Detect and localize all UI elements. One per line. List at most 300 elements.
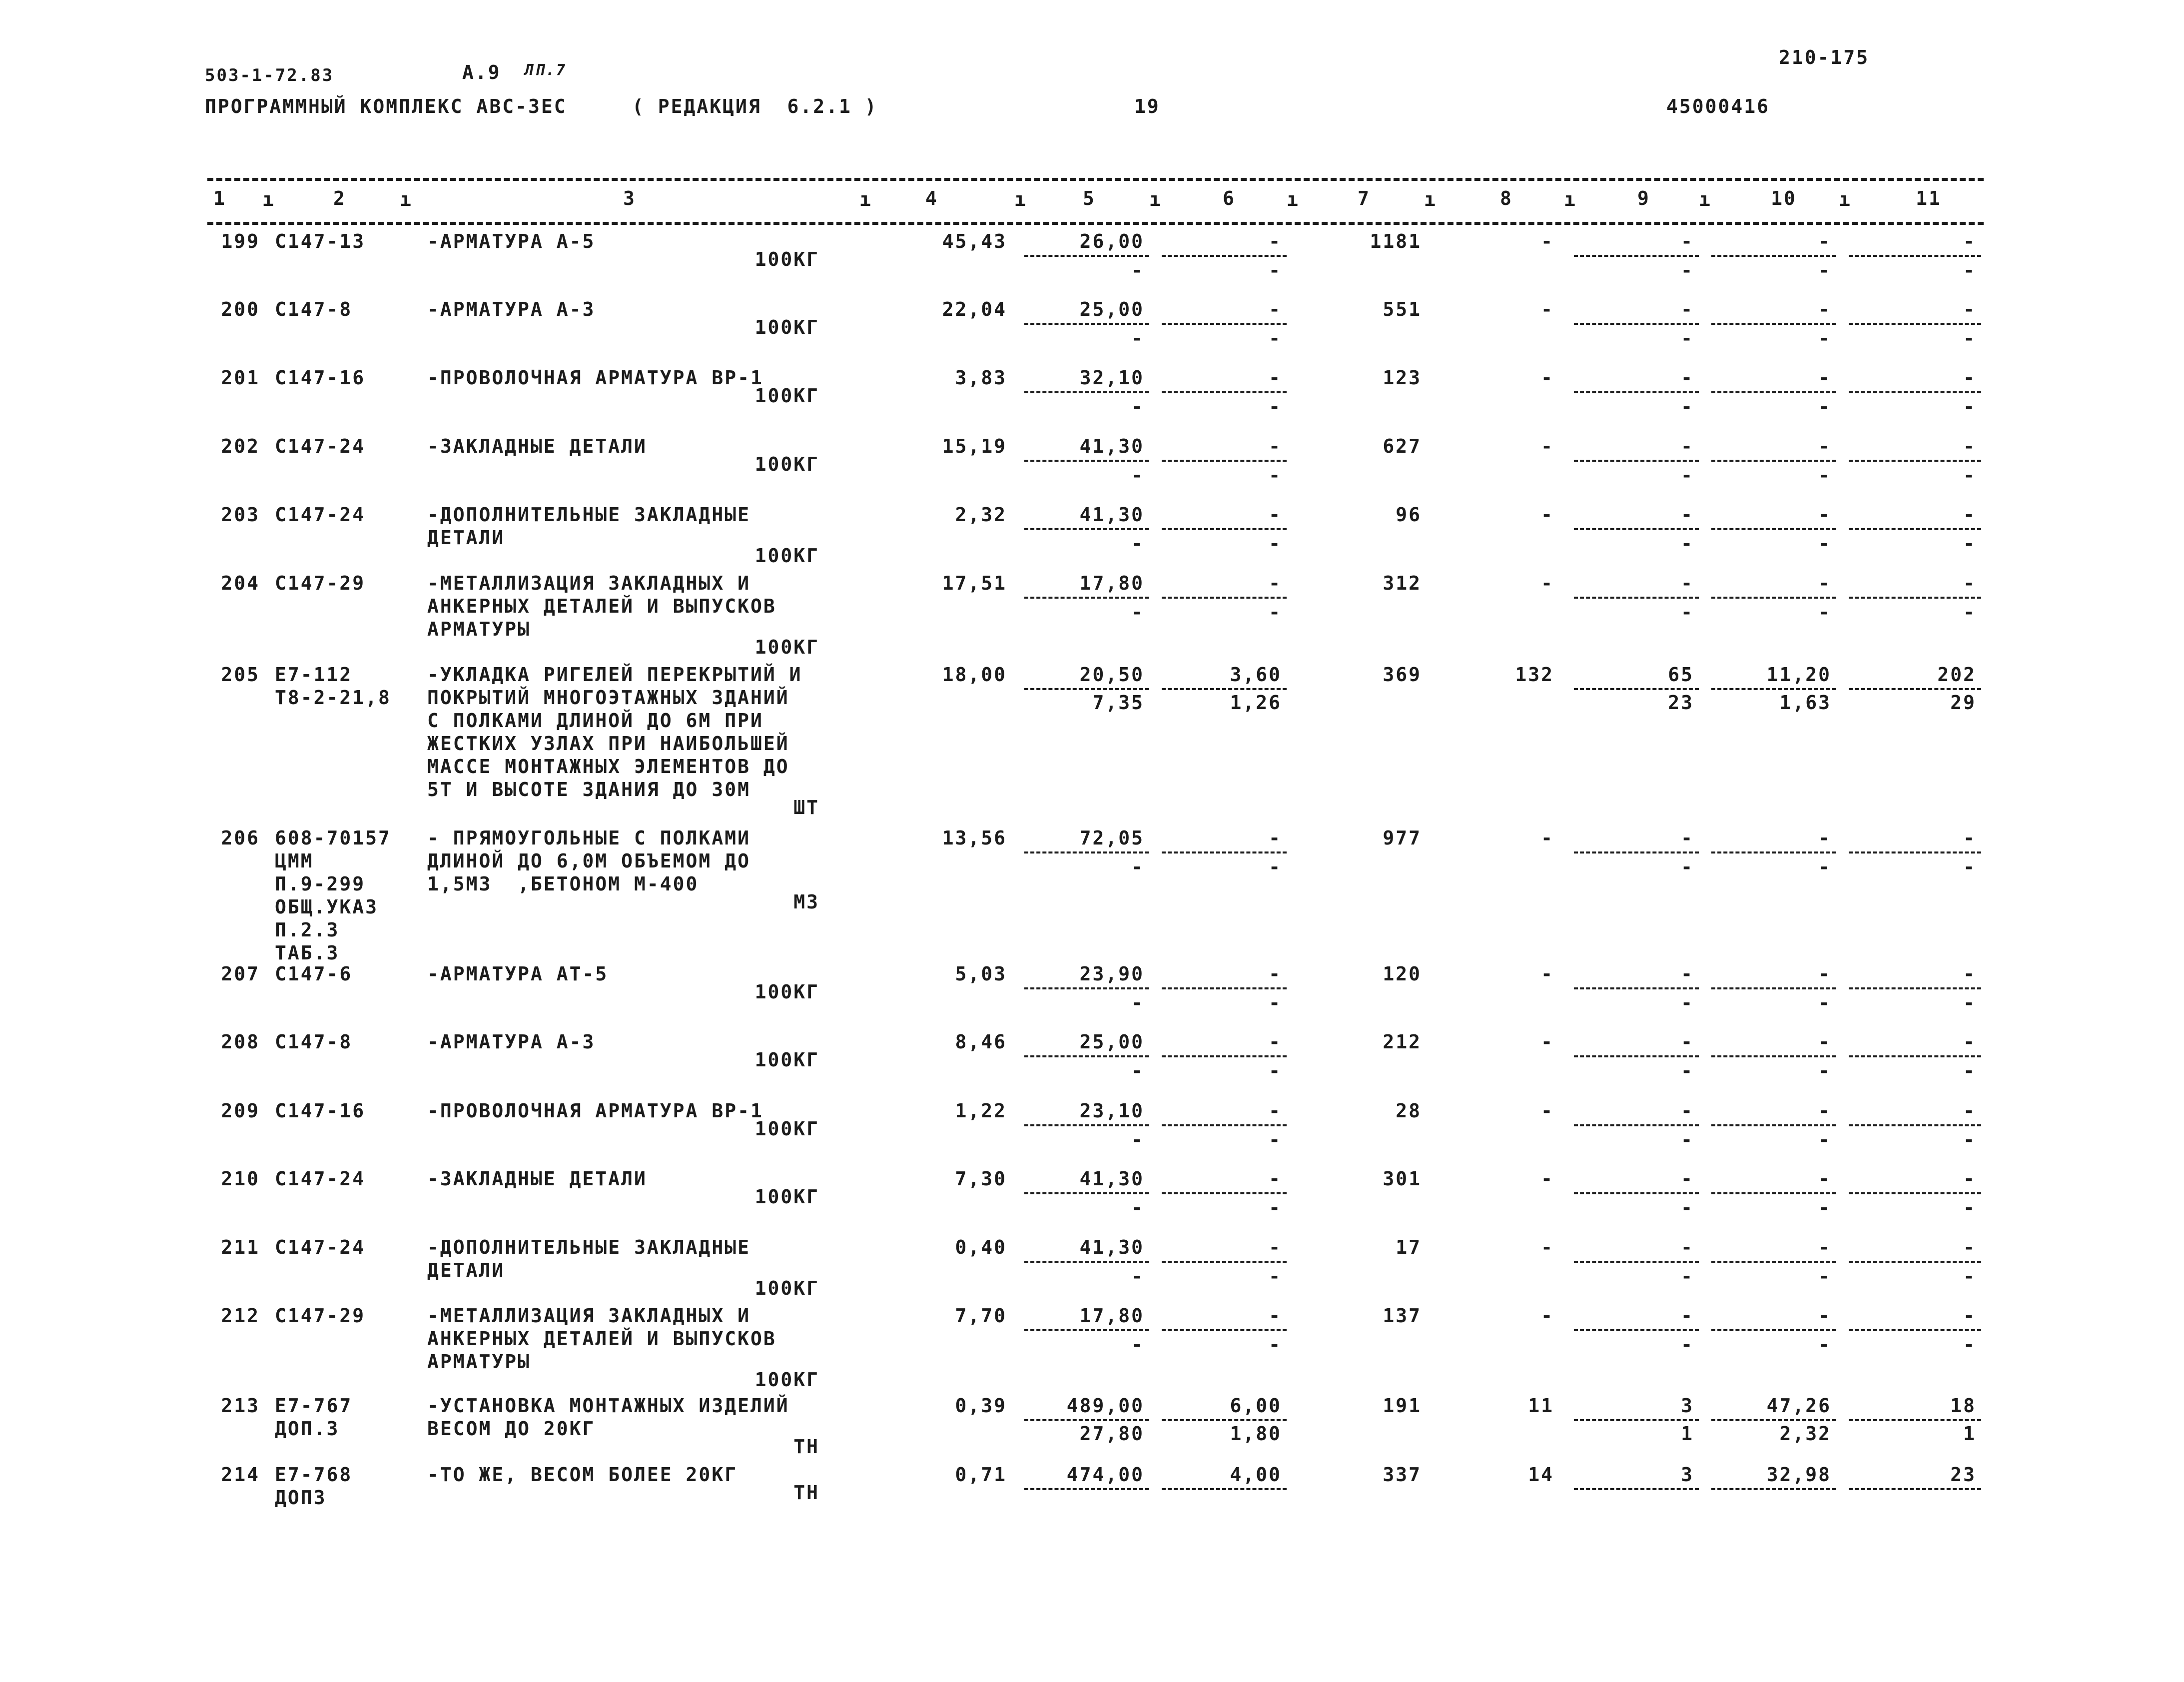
cell-c9: - — [1681, 504, 1694, 526]
cell-c5: 23,10 — [1079, 1100, 1144, 1122]
row-col7: 96 — [1396, 504, 1422, 526]
cell-c11: - — [1963, 367, 1976, 389]
column-header-1: 1 — [213, 187, 226, 209]
cell-c9-lower: 23 — [1668, 692, 1694, 714]
row-code: ДОП3 — [275, 1487, 327, 1509]
row-description: АНКЕРНЫХ ДЕТАЛЕЙ И ВЫПУСКОВ — [427, 595, 776, 617]
cell-rule — [1024, 1488, 1149, 1490]
cell-rule — [1162, 1329, 1287, 1331]
cell-c11-lower: - — [1963, 327, 1976, 349]
cell-rule — [1711, 391, 1836, 393]
cell-rule — [1574, 1329, 1699, 1331]
row-code: П.9-299 — [275, 873, 366, 895]
cell-c10: - — [1818, 298, 1831, 320]
cell-rule — [1849, 1488, 1981, 1490]
cell-c10-lower: - — [1818, 1265, 1831, 1287]
row-description: ЖЕСТКИХ УЗЛАХ ПРИ НАИБОЛЬШЕЙ — [427, 733, 789, 755]
cell-rule — [1849, 391, 1981, 393]
cell-c11-lower: - — [1963, 1334, 1976, 1356]
row-number: 205 — [221, 664, 260, 686]
row-unit: 100КГ — [754, 248, 819, 270]
cell-rule — [1711, 1192, 1836, 1194]
row-description: -МЕТАЛЛИЗАЦИЯ ЗАКЛАДНЫХ И — [427, 572, 750, 594]
cell-c11-lower: - — [1963, 856, 1976, 878]
column-separator: ı — [1149, 188, 1162, 210]
row-number: 212 — [221, 1305, 260, 1327]
cell-c6-lower: - — [1269, 396, 1282, 418]
row-col7: 123 — [1383, 367, 1422, 389]
cell-c10-lower: - — [1818, 396, 1831, 418]
row-quantity: 0,40 — [955, 1236, 1007, 1258]
row-code: С147-29 — [275, 1305, 366, 1327]
column-header-10: 10 — [1771, 187, 1797, 209]
cell-rule — [1574, 255, 1699, 257]
cell-rule — [1849, 1261, 1981, 1263]
row-number: 203 — [221, 504, 260, 526]
cell-rule — [1574, 1124, 1699, 1126]
row-quantity: 7,70 — [955, 1305, 1007, 1327]
cell-c5-lower: 27,80 — [1079, 1423, 1144, 1445]
row-code: ОБЩ.УКАЗ — [275, 896, 379, 918]
cell-rule — [1574, 1261, 1699, 1263]
cell-rule — [1162, 987, 1287, 989]
row-unit: ТН — [793, 1482, 819, 1504]
cell-c6: - — [1269, 1168, 1282, 1190]
cell-c6: - — [1269, 298, 1282, 320]
row-unit: 100КГ — [754, 453, 819, 475]
cell-rule — [1849, 851, 1981, 853]
cell-c10-lower: - — [1818, 992, 1831, 1014]
cell-c11-lower: - — [1963, 396, 1976, 418]
cell-rule — [1711, 987, 1836, 989]
cell-rule — [1711, 323, 1836, 325]
header-bottom-rule — [207, 222, 1984, 225]
cell-rule — [1849, 987, 1981, 989]
row-number: 210 — [221, 1168, 260, 1190]
cell-c6-lower: - — [1269, 1060, 1282, 1082]
cell-c11-lower: - — [1963, 992, 1976, 1014]
row-col8: - — [1541, 298, 1554, 320]
column-header-4: 4 — [925, 187, 938, 209]
row-col8: - — [1541, 827, 1554, 849]
cell-c9: - — [1681, 1031, 1694, 1053]
row-description: ДЕТАЛИ — [427, 1259, 505, 1281]
row-description: ДЕТАЛИ — [427, 527, 505, 549]
row-unit: ТН — [793, 1436, 819, 1458]
cell-rule — [1849, 528, 1981, 530]
cell-c6: - — [1269, 504, 1282, 526]
row-description: ВЕСОМ ДО 20КГ — [427, 1418, 596, 1440]
cell-rule — [1162, 1124, 1287, 1126]
cell-c6: - — [1269, 963, 1282, 985]
column-separator: ı — [1839, 188, 1852, 210]
cell-c10: - — [1818, 1236, 1831, 1258]
cell-rule — [1711, 1055, 1836, 1057]
cell-c10: - — [1818, 230, 1831, 252]
row-col7: 312 — [1383, 572, 1422, 594]
cell-c10: - — [1818, 435, 1831, 457]
cell-c11-lower: - — [1963, 464, 1976, 486]
row-description: ДЛИНОЙ ДО 6,0М ОБЪЕМОМ ДО — [427, 850, 750, 872]
row-col8: - — [1541, 1168, 1554, 1190]
page-number: 19 — [1134, 95, 1160, 117]
row-col7: 627 — [1383, 435, 1422, 457]
cell-c6-lower: - — [1269, 464, 1282, 486]
row-code: С147-6 — [275, 963, 353, 985]
cell-c5: 41,30 — [1079, 435, 1144, 457]
row-quantity: 15,19 — [942, 435, 1007, 457]
cell-c6-lower: - — [1269, 601, 1282, 623]
cell-c5-lower: - — [1131, 601, 1144, 623]
cell-c6: - — [1269, 827, 1282, 849]
cell-c9: 65 — [1668, 664, 1694, 686]
program-title: ПРОГРАММНЫЙ КОМПЛЕКС АВС-ЗЕС — [205, 95, 567, 117]
cell-c6: 6,00 — [1230, 1395, 1282, 1417]
row-code: Е7-112 — [275, 664, 353, 686]
cell-rule — [1024, 323, 1149, 325]
row-quantity: 5,03 — [955, 963, 1007, 985]
cell-c10-lower: - — [1818, 327, 1831, 349]
row-col7: 212 — [1383, 1031, 1422, 1053]
row-code: 608-70157 — [275, 827, 391, 849]
cell-c5-lower: - — [1131, 1197, 1144, 1219]
row-quantity: 17,51 — [942, 572, 1007, 594]
cell-c9-lower: - — [1681, 601, 1694, 623]
cell-rule — [1024, 987, 1149, 989]
row-col7: 369 — [1383, 664, 1422, 686]
row-unit: 100КГ — [754, 316, 819, 338]
row-col7: 120 — [1383, 963, 1422, 985]
cell-rule — [1024, 1261, 1149, 1263]
row-code: Т8-2-21,8 — [275, 687, 391, 709]
cell-rule — [1162, 1419, 1287, 1421]
cell-c11: 202 — [1937, 664, 1976, 686]
cell-c5: 474,00 — [1066, 1464, 1144, 1486]
cell-c9: - — [1681, 435, 1694, 457]
cell-c6-lower: - — [1269, 533, 1282, 555]
cell-c9-lower: - — [1681, 327, 1694, 349]
row-col7: 17 — [1396, 1236, 1422, 1258]
column-separator: ı — [1424, 188, 1437, 210]
cell-rule — [1574, 688, 1699, 690]
cell-c10-lower: 2,32 — [1779, 1423, 1831, 1445]
cell-rule — [1024, 1329, 1149, 1331]
row-col8: - — [1541, 1236, 1554, 1258]
cell-rule — [1711, 255, 1836, 257]
cell-rule — [1574, 851, 1699, 853]
cell-c11: - — [1963, 435, 1976, 457]
column-separator: ı — [262, 188, 275, 210]
column-separator: ı — [400, 188, 413, 210]
cell-c10-lower: - — [1818, 1197, 1831, 1219]
album-number: А.9 — [462, 61, 501, 83]
cell-c9-lower: - — [1681, 1060, 1694, 1082]
row-code: Е7-767 — [275, 1395, 353, 1417]
cell-c6: - — [1269, 1305, 1282, 1327]
cell-c5: 17,80 — [1079, 1305, 1144, 1327]
doc-code: 503-1-72.83 — [205, 65, 334, 85]
cell-rule — [1849, 255, 1981, 257]
row-description: МАССЕ МОНТАЖНЫХ ЭЛЕМЕНТОВ ДО — [427, 756, 789, 778]
row-number: 209 — [221, 1100, 260, 1122]
cell-c5: 41,30 — [1079, 1168, 1144, 1190]
row-description: АНКЕРНЫХ ДЕТАЛЕЙ И ВЫПУСКОВ — [427, 1328, 776, 1350]
cell-rule — [1024, 851, 1149, 853]
row-col8: - — [1541, 504, 1554, 526]
row-description: -АРМАТУРА А-5 — [427, 230, 596, 252]
cell-c5-lower: - — [1131, 259, 1144, 281]
row-col7: 977 — [1383, 827, 1422, 849]
row-col7: 191 — [1383, 1395, 1422, 1417]
row-number: 201 — [221, 367, 260, 389]
cell-rule — [1711, 1329, 1836, 1331]
row-col8: - — [1541, 963, 1554, 985]
row-col7: 1181 — [1370, 230, 1422, 252]
cell-c10: - — [1818, 1100, 1831, 1122]
cell-c10-lower: - — [1818, 601, 1831, 623]
cell-c11: 18 — [1950, 1395, 1976, 1417]
cell-rule — [1574, 391, 1699, 393]
cell-rule — [1024, 688, 1149, 690]
row-quantity: 1,22 — [955, 1100, 1007, 1122]
row-col8: - — [1541, 367, 1554, 389]
cell-c9: - — [1681, 827, 1694, 849]
cell-c5-lower: - — [1131, 1334, 1144, 1356]
cell-c9-lower: - — [1681, 1265, 1694, 1287]
row-col8: - — [1541, 435, 1554, 457]
cell-rule — [1711, 1488, 1836, 1490]
cell-c9-lower: - — [1681, 533, 1694, 555]
cell-rule — [1024, 1124, 1149, 1126]
cell-rule — [1574, 1419, 1699, 1421]
cell-c5: 72,05 — [1079, 827, 1144, 849]
cell-c9: - — [1681, 367, 1694, 389]
cell-c10: - — [1818, 1305, 1831, 1327]
row-unit: ШТ — [793, 797, 819, 819]
row-description: -АРМАТУРА А-3 — [427, 1031, 596, 1053]
cell-rule — [1849, 323, 1981, 325]
cell-c10: - — [1818, 504, 1831, 526]
row-col8: 14 — [1528, 1464, 1554, 1486]
cell-c11: - — [1963, 572, 1976, 594]
cell-c9-lower: - — [1681, 1129, 1694, 1151]
row-col8: - — [1541, 572, 1554, 594]
cell-c10-lower: 1,63 — [1779, 692, 1831, 714]
cell-c10: - — [1818, 1168, 1831, 1190]
cell-c5: 25,00 — [1079, 1031, 1144, 1053]
row-description: - ПРЯМОУГОЛЬНЫЕ С ПОЛКАМИ — [427, 827, 750, 849]
row-code: С147-13 — [275, 230, 366, 252]
row-col8: - — [1541, 1031, 1554, 1053]
edition: ( РЕДАКЦИЯ 6.2.1 ) — [632, 95, 878, 117]
cell-c5-lower: - — [1131, 1129, 1144, 1151]
cell-c6: - — [1269, 572, 1282, 594]
cell-c11-lower: - — [1963, 1197, 1976, 1219]
row-col7: 28 — [1396, 1100, 1422, 1122]
cell-c6-lower: - — [1269, 327, 1282, 349]
cell-rule — [1711, 851, 1836, 853]
column-header-2: 2 — [333, 187, 346, 209]
cell-rule — [1162, 391, 1287, 393]
row-code: С147-24 — [275, 504, 366, 526]
row-code: ЦММ — [275, 850, 314, 872]
cell-c10-lower: - — [1818, 1129, 1831, 1151]
column-separator: ı — [1014, 188, 1027, 210]
cell-c11: 23 — [1950, 1464, 1976, 1486]
row-description: -ДОПОЛНИТЕЛЬНЫЕ ЗАКЛАДНЫЕ — [427, 1236, 750, 1258]
cell-rule — [1162, 323, 1287, 325]
cell-rule — [1849, 1055, 1981, 1057]
row-description: С ПОЛКАМИ ДЛИНОЙ ДО 6М ПРИ — [427, 710, 763, 732]
cell-c11: - — [1963, 1031, 1976, 1053]
cell-c6-lower: - — [1269, 856, 1282, 878]
cell-rule — [1849, 1124, 1981, 1126]
row-number: 206 — [221, 827, 260, 849]
row-quantity: 8,46 — [955, 1031, 1007, 1053]
cell-c11-lower: 1 — [1963, 1423, 1976, 1445]
row-unit: 100КГ — [754, 1186, 819, 1208]
cell-c5-lower: - — [1131, 464, 1144, 486]
column-separator: ı — [1699, 188, 1712, 210]
cell-c6: - — [1269, 1031, 1282, 1053]
cell-c5: 17,80 — [1079, 572, 1144, 594]
column-header-7: 7 — [1358, 187, 1371, 209]
cell-c9-lower: - — [1681, 856, 1694, 878]
row-code: ДОП.3 — [275, 1418, 340, 1440]
row-quantity: 3,83 — [955, 367, 1007, 389]
cell-c6-lower: - — [1269, 1197, 1282, 1219]
row-col8: - — [1541, 1100, 1554, 1122]
cell-rule — [1024, 528, 1149, 530]
cell-c11-lower: - — [1963, 1129, 1976, 1151]
cell-rule — [1024, 597, 1149, 599]
row-description: 5Т И ВЫСОТЕ ЗДАНИЯ ДО 30М — [427, 779, 750, 801]
cell-rule — [1024, 1419, 1149, 1421]
cell-c6: - — [1269, 230, 1282, 252]
cell-c6-lower: 1,80 — [1230, 1423, 1282, 1445]
cell-c11-lower: - — [1963, 601, 1976, 623]
cell-c6-lower: - — [1269, 992, 1282, 1014]
cell-rule — [1849, 597, 1981, 599]
cell-c6-lower: - — [1269, 259, 1282, 281]
cell-c9: - — [1681, 1236, 1694, 1258]
cell-c5-lower: - — [1131, 856, 1144, 878]
cell-c10-lower: - — [1818, 259, 1831, 281]
cell-c6: 3,60 — [1230, 664, 1282, 686]
cell-c10: 11,20 — [1766, 664, 1831, 686]
row-quantity: 7,30 — [955, 1168, 1007, 1190]
cell-rule — [1849, 1329, 1981, 1331]
row-number: 202 — [221, 435, 260, 457]
row-quantity: 0,39 — [955, 1395, 1007, 1417]
cell-c9: - — [1681, 1305, 1694, 1327]
cell-c11-lower: - — [1963, 1265, 1976, 1287]
cell-c5: 26,00 — [1079, 230, 1144, 252]
column-separator: ı — [1564, 188, 1577, 210]
cell-c11: - — [1963, 230, 1976, 252]
row-unit: 100КГ — [754, 1277, 819, 1299]
row-col7: 551 — [1383, 298, 1422, 320]
cell-c6-lower: - — [1269, 1129, 1282, 1151]
row-code: С147-24 — [275, 1236, 366, 1258]
cell-c9-lower: - — [1681, 1197, 1694, 1219]
cell-rule — [1574, 597, 1699, 599]
row-quantity: 13,56 — [942, 827, 1007, 849]
cell-rule — [1162, 597, 1287, 599]
cell-c9-lower: - — [1681, 464, 1694, 486]
cell-rule — [1849, 1192, 1981, 1194]
album-note: ЛП.7 — [525, 61, 567, 79]
cell-c9: 3 — [1681, 1395, 1694, 1417]
cell-c11: - — [1963, 1168, 1976, 1190]
row-code: Е7-768 — [275, 1464, 353, 1486]
cell-rule — [1574, 528, 1699, 530]
row-description: -ТО ЖЕ, ВЕСОМ БОЛЕЕ 20КГ — [427, 1464, 738, 1486]
row-description: -ПРОВОЛОЧНАЯ АРМАТУРА ВР-1 — [427, 367, 763, 389]
cell-rule — [1711, 1419, 1836, 1421]
row-quantity: 22,04 — [942, 298, 1007, 320]
cell-c9: - — [1681, 1100, 1694, 1122]
cell-c11: - — [1963, 504, 1976, 526]
row-col7: 137 — [1383, 1305, 1422, 1327]
cell-rule — [1574, 460, 1699, 462]
cell-rule — [1711, 1261, 1836, 1263]
column-header-6: 6 — [1223, 187, 1236, 209]
cell-c9-lower: - — [1681, 396, 1694, 418]
cell-c6: 4,00 — [1230, 1464, 1282, 1486]
cell-c9: - — [1681, 572, 1694, 594]
cell-c11: - — [1963, 963, 1976, 985]
cell-c11-lower: - — [1963, 1060, 1976, 1082]
cell-c5-lower: - — [1131, 396, 1144, 418]
row-unit: 100КГ — [754, 545, 819, 567]
row-quantity: 45,43 — [942, 230, 1007, 252]
cell-c11-lower: - — [1963, 533, 1976, 555]
cell-c9-lower: 1 — [1681, 1423, 1694, 1445]
cell-c10: - — [1818, 1031, 1831, 1053]
column-header-3: 3 — [623, 187, 636, 209]
cell-c10-lower: - — [1818, 464, 1831, 486]
cell-c10: - — [1818, 572, 1831, 594]
cell-c9: - — [1681, 230, 1694, 252]
cell-c10-lower: - — [1818, 1334, 1831, 1356]
document-code: 45000416 — [1666, 95, 1770, 117]
row-description: ПОКРЫТИЙ МНОГОЭТАЖНЫХ ЗДАНИЙ — [427, 687, 789, 709]
row-description: -ЗАКЛАДНЫЕ ДЕТАЛИ — [427, 1168, 647, 1190]
cell-c5: 41,30 — [1079, 1236, 1144, 1258]
cell-c11-lower: 29 — [1950, 692, 1976, 714]
cell-c9: 3 — [1681, 1464, 1694, 1486]
row-description: 1,5М3 ,БЕТОНОМ М-400 — [427, 873, 699, 895]
column-separator: ı — [1287, 188, 1300, 210]
column-header-8: 8 — [1500, 187, 1513, 209]
cell-c6: - — [1269, 367, 1282, 389]
column-header-5: 5 — [1083, 187, 1096, 209]
row-unit: 100КГ — [754, 636, 819, 658]
cell-rule — [1024, 255, 1149, 257]
cell-rule — [1574, 1488, 1699, 1490]
row-col8: 11 — [1528, 1395, 1554, 1417]
cell-c5-lower: 7,35 — [1092, 692, 1144, 714]
row-col8: - — [1541, 230, 1554, 252]
cell-rule — [1711, 460, 1836, 462]
cell-c9-lower: - — [1681, 1334, 1694, 1356]
row-col7: 301 — [1383, 1168, 1422, 1190]
cell-rule — [1849, 688, 1981, 690]
cell-rule — [1711, 528, 1836, 530]
cell-c11: - — [1963, 298, 1976, 320]
row-unit: 100КГ — [754, 981, 819, 1003]
